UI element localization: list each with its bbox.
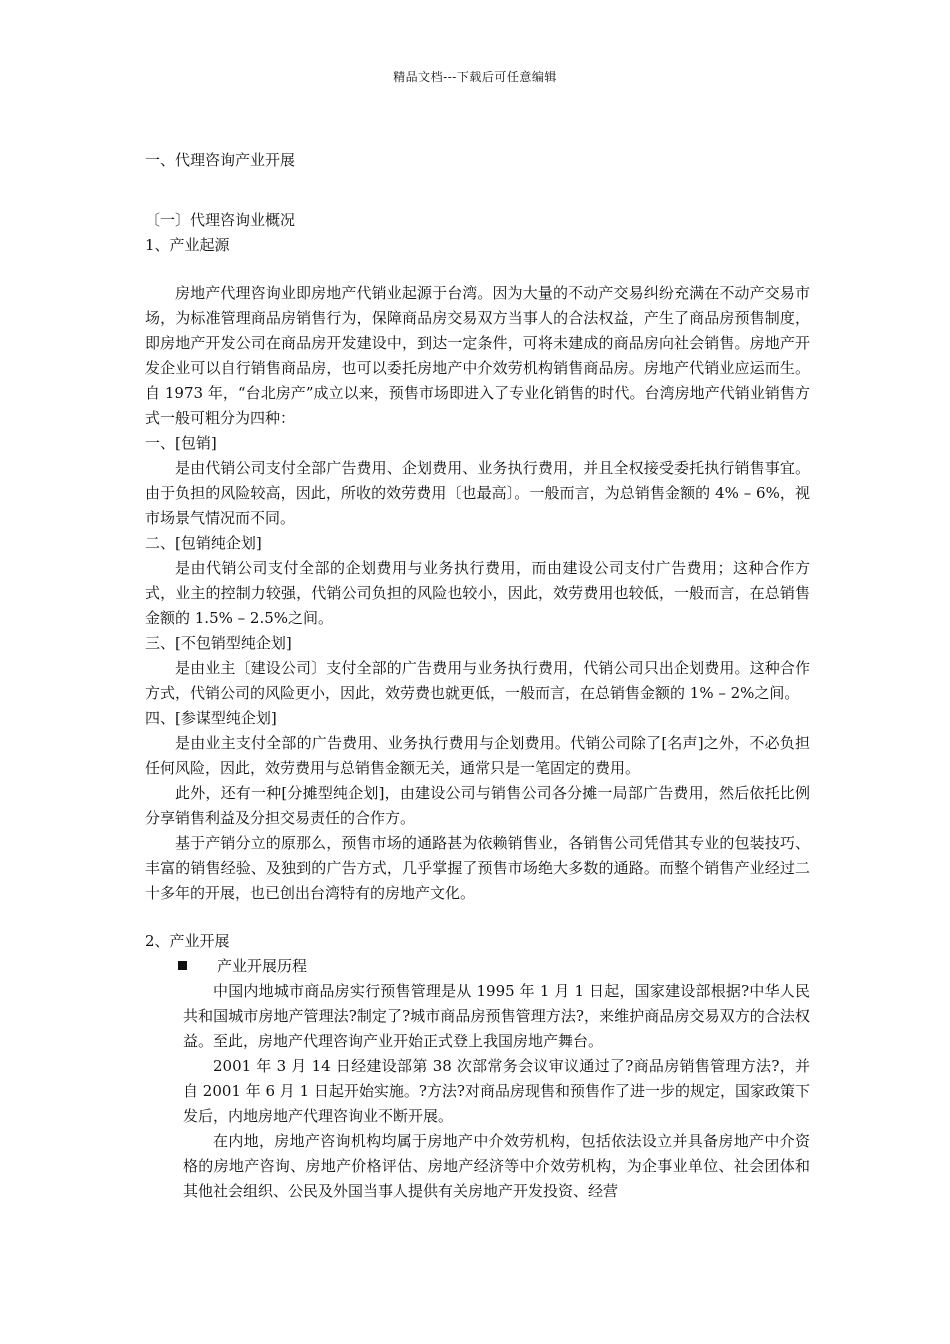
method-1-text: 是由代销公司支付全部广告费用、企划费用、业务执行费用，并且全权接受委托执行销售事宜。由于负担的风险较高，因此，所收的效劳费用〔也最高〕。一般而言，为总销售金额的 4% – 6%，视市场景气情况而不同。	[145, 459, 810, 527]
paragraph-basis: 基于产销分立的原那么，预售市场的通路甚为依赖销售业，各销售公司凭借其专业的包装技巧、丰富的销售经验、及独到的广告方式，几乎掌握了预售市场绝大多数的通路。而整个销售产业经过二十多年的开展，也已创出台湾特有的房地产文化。	[145, 834, 810, 902]
method-3-text: 是由业主〔建设公司〕支付全部的广告费用与业务执行费用，代销公司只出企划费用。这种合作方式，代销公司的风险更小，因此，效劳费也就更低，一般而言，在总销售金额的 1% – 2%之间。	[145, 659, 810, 702]
paragraph-extra: 此外，还有一种[分摊型纯企划]，由建设公司与销售公司各分摊一局部广告费用，然后依托比例分享销售利益及分担交易责任的合作方。	[145, 784, 810, 827]
paragraph-dev-3: 在内地，房地产咨询机构均属于房地产中介效劳机构，包括依法设立并具备房地产中介资格的房地产咨询、房地产价格评估、房地产经济等中介效劳机构，为企事业单位、社会团体和其他社会组织、公民及外国当事人提供有关房地产开发投资、经营	[183, 1132, 810, 1200]
topic-heading-2: 2、产业开展	[145, 932, 230, 950]
paragraph-dev-1: 中国内地城市商品房实行预售管理是从 1995 年 1 月 1 日起，国家建设部根据?中华人民共和国城市房地产管理法?制定了?城市商品房预售管理方法?，来维护商品房交易双方的合法权益。至此，房地产代理咨询产业开始正式登上我国房地产舞台。	[183, 982, 810, 1050]
method-1-title: 一、[包销]	[145, 434, 217, 452]
subsection-heading: 〔一〕代理咨询业概况	[145, 211, 296, 229]
page-header: 精品文档---下载后可任意编辑	[393, 70, 557, 84]
document-body	[145, 148, 810, 1204]
section-heading: 一、代理咨询产业开展	[145, 151, 296, 169]
method-2-title: 二、[包销纯企划]	[145, 534, 262, 552]
paragraph-origin: 房地产代理咨询业即房地产代销业起源于台湾。因为大量的不动产交易纠纷充满在不动产交易市场，为标准管理商品房销售行为，保障商品房交易双方当事人的合法权益，产生了商品房预售制度，即房地产开发公司在商品房开发建设中，到达一定条件，可将未建成的商品房向社会销售。房地产开发企业可以自行销售商品房，也可以委托房地产中介效劳机构销售商品房。房地产代销业应运而生。自 1973 年，“台北房产”成立以来，预售市场即进入了专业化销售的时代。台湾房地产代销业销售方式一般可粗分为四种：	[145, 284, 810, 427]
bullet-item	[145, 954, 810, 979]
square-bullet-icon	[178, 961, 187, 970]
method-4-text: 是由业主支付全部的广告费用、业务执行费用与企划费用。代销公司除了[名声]之外，不必负担任何风险，因此，效劳费用与总销售金额无关，通常只是一笔固定的费用。	[145, 734, 810, 777]
bullet-label: 产业开展历程	[217, 957, 308, 975]
method-4-title: 四、[参谋型纯企划]	[145, 709, 277, 727]
method-2-text: 是由代销公司支付全部的企划费用与业务执行费用，而由建设公司支付广告费用；这种合作方式，业主的控制力较强，代销公司负担的风险也较小，因此，效劳费用也较低，一般而言，在总销售金额的 1.5% – 2.5%之间。	[145, 559, 810, 627]
topic-heading: 1、产业起源	[145, 236, 230, 254]
method-3-title: 三、[不包销型纯企划]	[145, 634, 292, 652]
paragraph-dev-2: 2001 年 3 月 14 日经建设部第 38 次部常务会议审议通过了?商品房销售管理方法?，并自 2001 年 6 月 1 日起开始实施。?方法?对商品房现售和预售作了进一步的规定，国家政策下发后，内地房地产代理咨询业不断开展。	[183, 1057, 810, 1125]
